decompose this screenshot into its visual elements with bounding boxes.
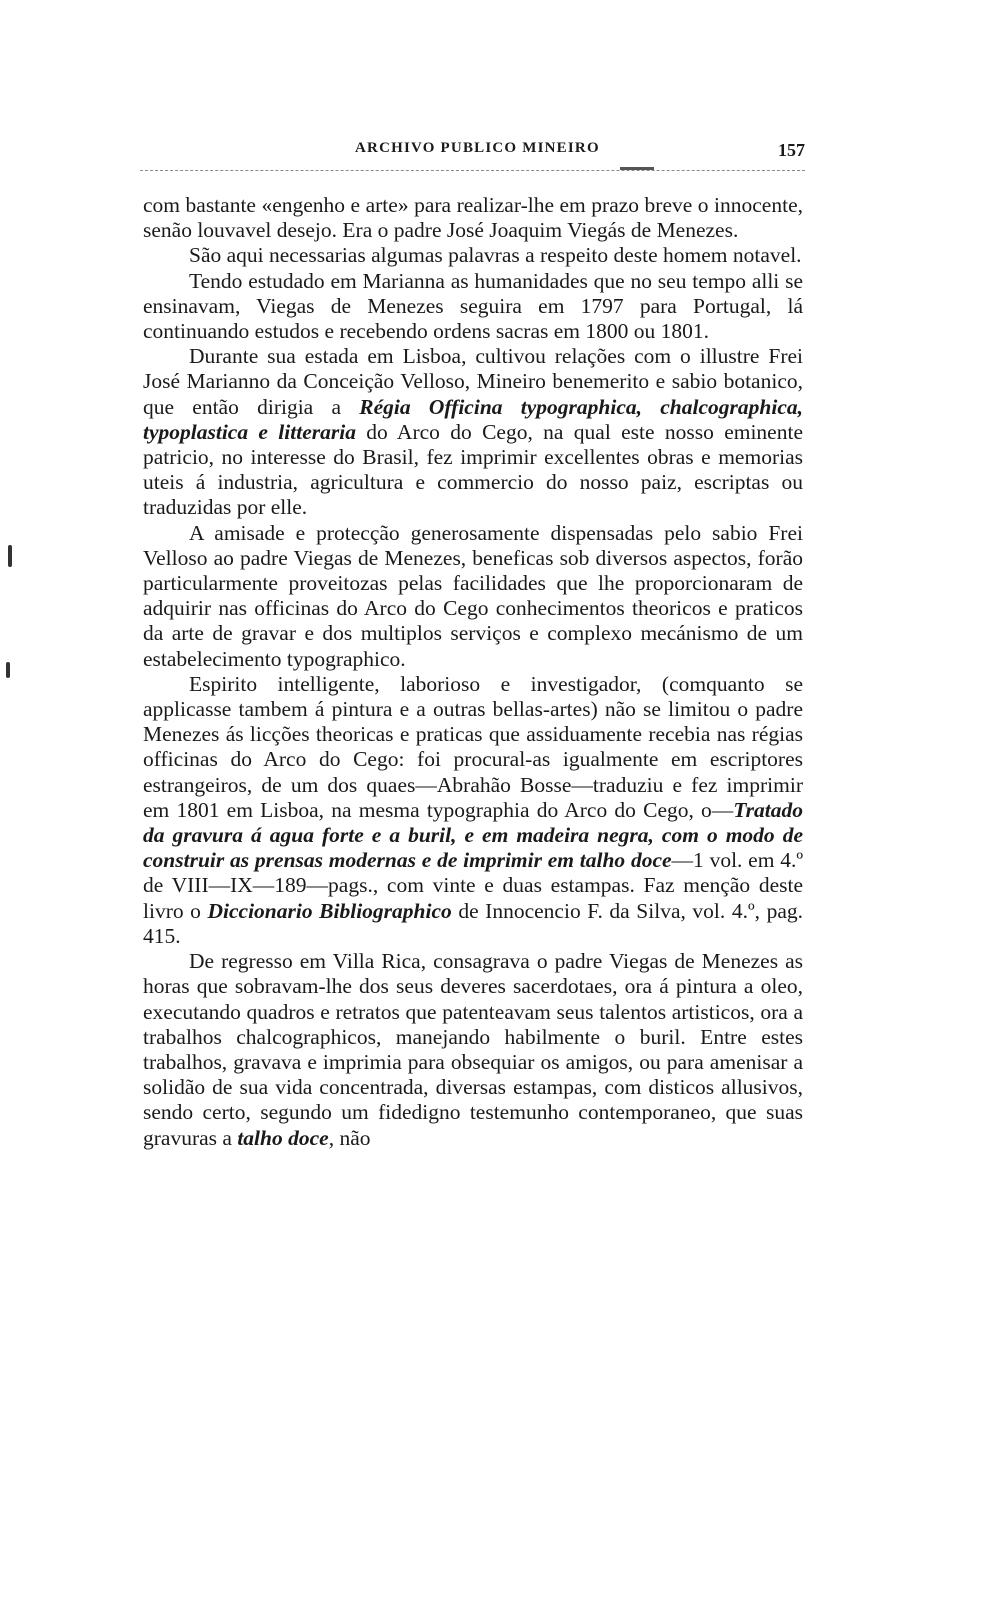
page-header: [140, 140, 805, 164]
paragraph-text: De regresso em Villa Rica, consagrava o padre Viegas de Menezes as horas que sobravam-lhe dos seus deveres sacerdotaes, ora á pintura a oleo, executando quadros e retratos que patenteavam seus talentos artisticos, ora a trabalhos chalcographicos, manejando habilmente o buril. Entre estes trabalhos, gravava e imprimia para obsequiar os amigos, ou para amenisar a solidão de sua vida concentrada, diversas estampas, com disticos allusivos, sendo certo, segundo um fidedigno testemunho contemporaneo, que suas gravuras a: [143, 949, 803, 1150]
margin-mark: [6, 662, 10, 678]
paragraph-text: , não: [328, 1125, 371, 1150]
paragraph-text: de Innocencio F. da Silva, vol. 4.º, pag. 415.: [143, 898, 803, 948]
header-rule-mark: [620, 167, 654, 170]
paragraph-text: São aqui necessarias algumas palavras a respeito deste homem notavel.: [189, 243, 802, 268]
paragraph-text: A amisade e protecção generosamente dispensadas pelo sabio Frei Velloso ao padre Viegas de Menezes, beneficas sob diversos aspectos, forão particularmente proveitozas pelas facilidades que lhe proporcionaram de adquirir nas officinas do Arco do Cego conhecimentos theoricos e praticos da arte de gravar e dos multiplos serviços e complexo mecánismo de um estabelecimento typographico.: [143, 520, 803, 671]
paragraph-p3: [143, 269, 803, 345]
paragraph-p5: [143, 521, 803, 672]
paragraph-p4: [143, 344, 803, 520]
italic-title-text: Régia Officina typographica, chalcographica, typoplastica e litteraria: [143, 394, 803, 444]
page-number: 157: [778, 140, 805, 160]
paragraph-text: do Arco do Cego, na qual este nosso eminente patricio, no interesse do Brasil, fez imprimir excellentes obras e memorias uteis á industria, agricultura e commercio do nosso paiz, escriptas ou traduzidas por elle.: [143, 419, 803, 520]
paragraph-text: Espirito intelligente, laborioso e investigador, (comquanto se applicasse tambem á pintura e a outras bellas-artes) não se limitou o padre Menezes ás licções theoricas e praticas que assiduamente recebia nas régias officinas do Arco do Cego: foi procural-as igualmente em escriptores estrangeiros, de um dos quaes—Abrahão Bosse—traduziu e fez imprimir em 1801 em Lisboa, na mesma typographia do Arco do Cego, o—: [143, 671, 803, 822]
italic-title-text: Diccionario Bibliographico: [207, 898, 452, 923]
header-rule: [140, 170, 805, 171]
paragraph-p2: [143, 243, 803, 268]
italic-title-text: Tratado da gravura á agua forte e a buril, e em madeira negra, com o modo de construir as prensas modernas e de imprimir em talho doce: [143, 797, 803, 873]
paragraph-text: Tendo estudado em Marianna as humanidades que no seu tempo alli se ensinavam, Viegas de Menezes seguira em 1797 para Portugal, lá continuando estudos e recebendo ordens sacras em 1800 ou 1801.: [143, 268, 803, 344]
running-head: ARCHIVO PUBLICO MINEIRO: [355, 140, 600, 156]
italic-title-text: talho doce: [237, 1125, 329, 1150]
paragraph-text: —1 vol. em 4.º de VIII—IX—189—pags., com vinte e duas estampas. Faz menção deste livro o: [143, 848, 804, 923]
paragraph-text: com bastante «engenho e arte» para realizar-lhe em prazo breve o innocente, senão louvavel desejo. Era o padre José Joaquim Viegás de Menezes.: [143, 193, 803, 243]
paragraph-p7: [143, 949, 803, 1151]
body-text: [143, 193, 803, 1151]
paragraph-p6: [143, 672, 803, 949]
paragraph-p1: [143, 193, 803, 243]
paragraph-text: Durante sua estada em Lisboa, cultivou relações com o illustre Frei José Marianno da Conceição Velloso, Mineiro benemerito e sabio botanico, que então dirigia a: [143, 344, 803, 419]
margin-mark: [8, 545, 12, 567]
